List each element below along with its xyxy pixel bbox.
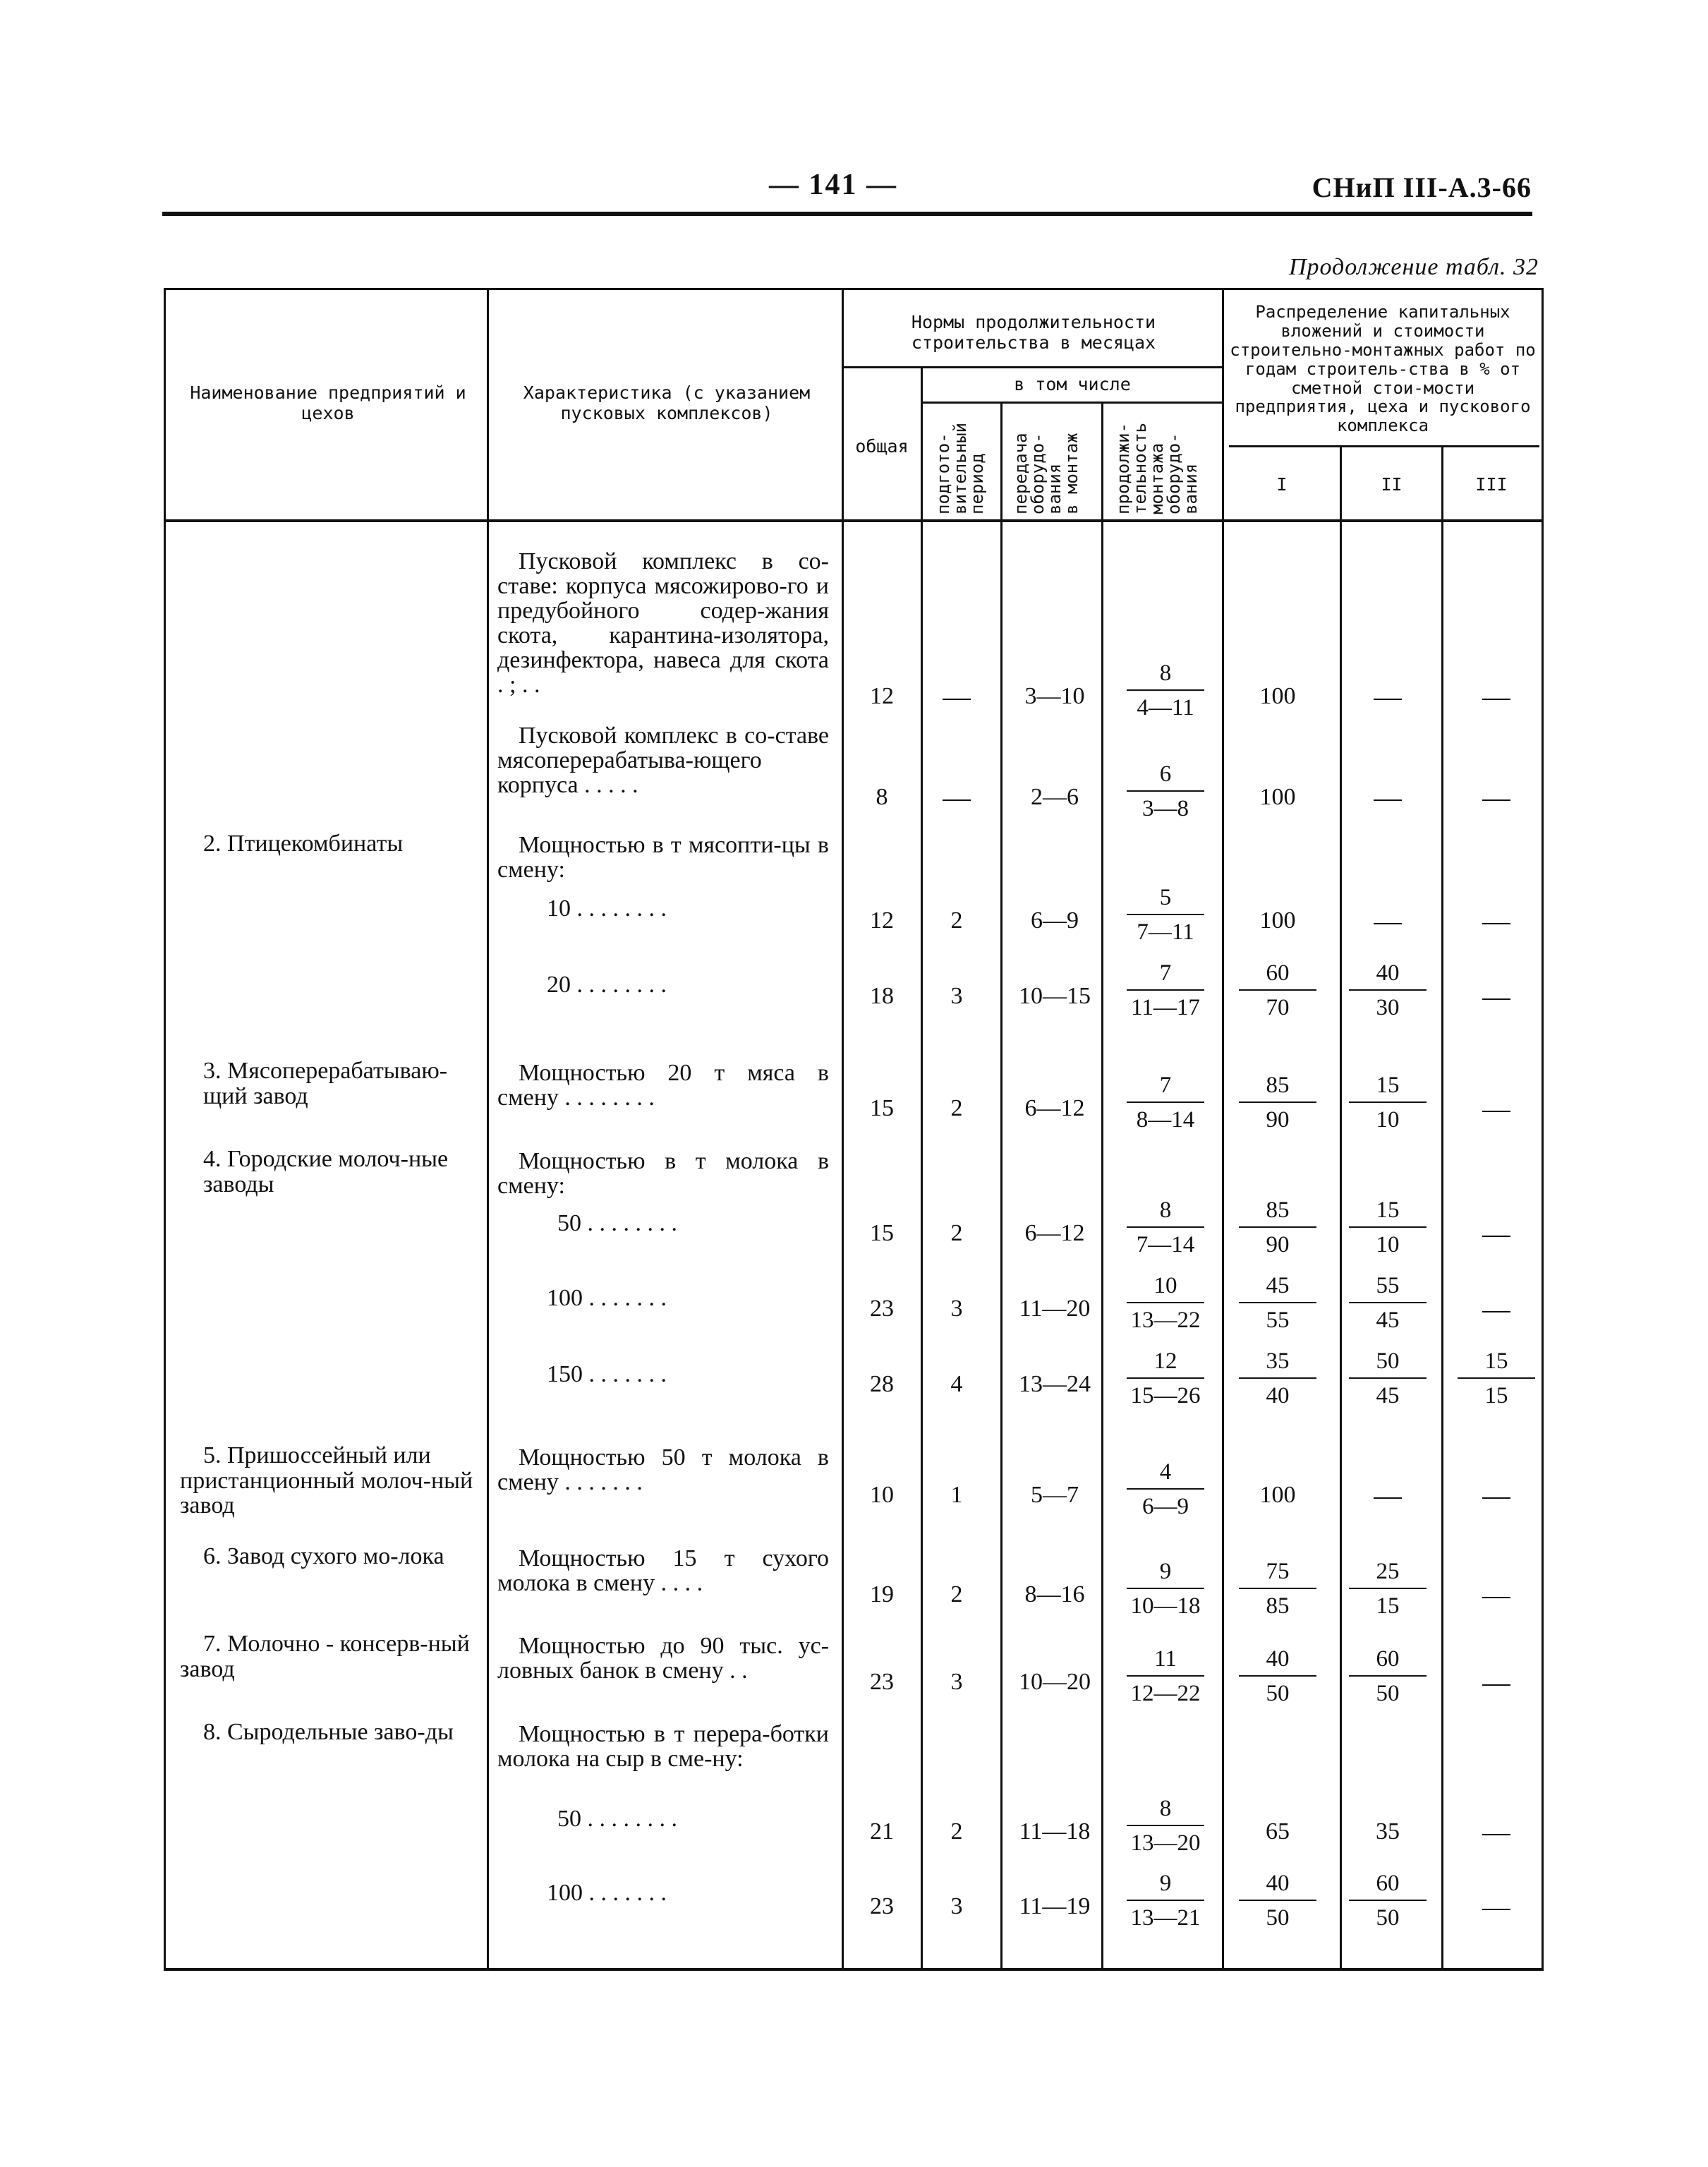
capacity-150: 150 . . . . . . . — [547, 1361, 667, 1387]
installation-duration: $\frac{8}{4—11}$ — [1127, 662, 1204, 720]
prep-period-dash — [943, 799, 971, 801]
table-continuation: Продолжение табл. 32 — [1288, 254, 1539, 280]
prep-period: 2 — [950, 1095, 963, 1121]
header-divider — [842, 366, 1222, 368]
header-including: в том числе — [1014, 374, 1131, 394]
year-2-share: $\frac{50}{45}$ — [1349, 1350, 1427, 1408]
year-1-share: $\frac{85}{90}$ — [1239, 1199, 1316, 1257]
capacity-100: 100 . . . . . . . — [547, 1285, 667, 1311]
installation-duration: $\frac{8}{7—14}$ — [1127, 1199, 1204, 1257]
header-divider — [1229, 445, 1539, 447]
total-months: 10 — [870, 1482, 894, 1508]
installation-duration: $\frac{8}{13—20}$ — [1127, 1797, 1204, 1855]
equipment-transfer: 8—16 — [1024, 1581, 1085, 1607]
col-divider — [1441, 447, 1443, 1968]
characteristic-text: Мощностью в т молока в смену: — [497, 1148, 829, 1199]
characteristic-text: Мощностью в т перера-ботки молока на сыр в сме-ну: — [497, 1721, 829, 1772]
prep-period: 2 — [950, 1581, 963, 1607]
header-bottom-rule — [166, 519, 1542, 522]
total-months: 12 — [870, 683, 894, 709]
equipment-transfer: 5—7 — [1031, 1482, 1079, 1508]
enterprise-name: 5. Пришоссейный или пристанционный молоч-ный завод — [180, 1442, 473, 1519]
year-3-share-dash — [1482, 998, 1510, 1000]
equipment-transfer: 11—19 — [1019, 1893, 1091, 1919]
characteristic-text: Мощностью 15 т сухого молока в смену . . . . — [497, 1545, 829, 1596]
year-3-share-dash — [1482, 1311, 1510, 1312]
total-months: 18 — [870, 983, 894, 1009]
capacity-50: 50 . . . . . . . . — [557, 1210, 677, 1236]
header-prep-period: подгото- вительный период — [933, 422, 987, 514]
total-months: 23 — [870, 1296, 894, 1322]
header-characteristic: Характеристика (с указанием пусковых комплексов) — [523, 382, 811, 423]
characteristic-text: Мощностью в т мясопти-цы в смену: — [497, 832, 829, 883]
header-norms: Нормы продолжительности строительства в месяцах — [911, 312, 1156, 353]
installation-duration: $\frac{6}{3—8}$ — [1127, 763, 1204, 821]
prep-period: 3 — [950, 1296, 963, 1322]
year-3-share-dash — [1482, 799, 1510, 801]
year-3-share-dash — [1482, 1111, 1510, 1112]
installation-duration: $\frac{11}{12—22}$ — [1127, 1648, 1204, 1706]
year-2-share: $\frac{15}{10}$ — [1349, 1074, 1427, 1132]
total-months: 12 — [870, 907, 894, 934]
prep-period: 3 — [950, 1893, 963, 1919]
total-months: 28 — [870, 1371, 894, 1397]
header-distribution: Распределение капитальных вложений и стоимости строительно-монтажных работ по годам строитель-ства в % от сметной стои-мости предприятия, цеха и пускового комплекса — [1230, 302, 1536, 436]
year-1-share: $\frac{60}{70}$ — [1239, 962, 1316, 1020]
equipment-transfer: 6—9 — [1031, 907, 1079, 934]
enterprise-name: 4. Городские молоч-ные заводы — [203, 1146, 449, 1197]
equipment-transfer: 10—15 — [1019, 983, 1091, 1009]
equipment-transfer: 6—12 — [1024, 1095, 1085, 1121]
prep-period: 3 — [950, 1669, 963, 1695]
equipment-transfer: 2—6 — [1031, 784, 1079, 810]
header-year-2: II — [1381, 474, 1403, 495]
characteristic-text: Мощностью до 90 тыс. ус-ловных банок в смену . . — [497, 1633, 829, 1684]
year-3-share-dash — [1482, 1834, 1510, 1835]
year-1-share: $\frac{40}{50}$ — [1239, 1648, 1316, 1706]
year-2-share: $\frac{60}{50}$ — [1349, 1872, 1427, 1930]
year-3-share: $\frac{15}{15}$ — [1458, 1350, 1535, 1408]
installation-duration: $\frac{9}{10—18}$ — [1127, 1560, 1204, 1618]
page-number: — 141 — — [769, 169, 897, 201]
prep-period: 4 — [950, 1371, 963, 1397]
col-divider — [1101, 403, 1103, 1968]
equipment-transfer: 6—12 — [1024, 1220, 1085, 1246]
year-2-share: 35 — [1376, 1818, 1400, 1845]
document-code: СНиП III-А.3-66 — [1312, 171, 1532, 203]
equipment-transfer: 10—20 — [1019, 1669, 1091, 1695]
year-2-share: $\frac{25}{15}$ — [1349, 1560, 1427, 1618]
prep-period-dash — [943, 699, 971, 700]
enterprise-name: 6. Завод сухого мо-лока — [203, 1543, 444, 1569]
header-name: Наименование предприятий и цехов — [190, 382, 466, 423]
installation-duration: $\frac{9}{13—21}$ — [1127, 1872, 1204, 1930]
col-divider — [1340, 447, 1342, 1968]
year-2-share: $\frac{40}{30}$ — [1349, 962, 1427, 1020]
capacity-10: 10 . . . . . . . . — [547, 895, 667, 922]
installation-duration: $\frac{4}{6—9}$ — [1127, 1461, 1204, 1519]
year-1-share: $\frac{45}{55}$ — [1239, 1274, 1316, 1332]
year-3-share-dash — [1482, 923, 1510, 924]
header-year-3: III — [1475, 474, 1508, 495]
total-months: 19 — [870, 1581, 894, 1607]
capacity-50: 50 . . . . . . . . — [557, 1806, 677, 1832]
header-rule — [162, 212, 1532, 216]
year-2-share: $\frac{60}{50}$ — [1349, 1648, 1427, 1706]
total-months: 23 — [870, 1893, 894, 1919]
year-3-share-dash — [1482, 1909, 1510, 1910]
installation-duration: $\frac{5}{7—11}$ — [1127, 886, 1204, 944]
enterprise-name: 8. Сыродельные заво-ды — [203, 1719, 454, 1745]
year-3-share-dash — [1482, 699, 1510, 700]
year-1-share: 100 — [1259, 1482, 1296, 1508]
col-divider — [842, 290, 844, 1968]
equipment-transfer: 3—10 — [1024, 683, 1085, 709]
col-divider — [487, 290, 489, 1968]
year-1-share: 65 — [1266, 1818, 1290, 1845]
year-1-share: 100 — [1259, 784, 1296, 810]
total-months: 15 — [870, 1095, 894, 1121]
equipment-transfer: 11—18 — [1019, 1818, 1091, 1845]
characteristic-text: Пусковой комплекс в со-ставе мясоперерабатыва-ющего корпуса . . . . . — [497, 723, 829, 798]
enterprise-name: 7. Молочно - консерв-ный завод — [180, 1631, 470, 1682]
year-1-share: 100 — [1259, 683, 1296, 709]
year-2-share-dash — [1374, 799, 1402, 801]
year-1-share: 100 — [1259, 907, 1296, 934]
year-2-share-dash — [1374, 699, 1402, 700]
year-3-share-dash — [1482, 1684, 1510, 1686]
header-transfer: передача оборудо- вания в монтаж — [1011, 433, 1082, 514]
year-1-share: $\frac{75}{85}$ — [1239, 1560, 1316, 1618]
total-months: 15 — [870, 1220, 894, 1246]
header-duration: продолжи- тельность монтажа оборудо- вания — [1113, 422, 1201, 514]
total-months: 23 — [870, 1669, 894, 1695]
prep-period: 1 — [950, 1482, 963, 1508]
year-1-share: $\frac{35}{40}$ — [1239, 1350, 1316, 1408]
year-1-share: $\frac{85}{90}$ — [1239, 1074, 1316, 1132]
prep-period: 3 — [950, 983, 963, 1009]
header-year-1: I — [1276, 474, 1288, 495]
header-total: общая — [855, 436, 909, 457]
equipment-transfer: 13—24 — [1019, 1371, 1091, 1397]
year-3-share-dash — [1482, 1236, 1510, 1237]
col-divider — [1222, 290, 1224, 1968]
enterprise-name: 2. Птицекомбинаты — [203, 831, 404, 857]
installation-duration: $\frac{7}{11—17}$ — [1127, 962, 1204, 1020]
characteristic-text: Мощностью 50 т молока в смену . . . . . . . — [497, 1444, 829, 1495]
equipment-transfer: 11—20 — [1019, 1296, 1091, 1322]
total-months: 21 — [870, 1818, 894, 1845]
prep-period: 2 — [950, 1818, 963, 1845]
total-months: 8 — [876, 784, 888, 810]
prep-period: 2 — [950, 1220, 963, 1246]
installation-duration: $\frac{12}{15—26}$ — [1127, 1350, 1204, 1408]
col-divider — [921, 368, 923, 1968]
year-2-share-dash — [1374, 923, 1402, 924]
year-2-share-dash — [1374, 1497, 1402, 1499]
header-divider — [921, 402, 1222, 404]
characteristic-text: Пусковой комплекс в со-ставе: корпуса мясожирово-го и предубойного содер-жания скота, карантина-изолятора, дезинфектора, навеса для скота . ; . . — [497, 548, 829, 698]
year-3-share-dash — [1482, 1597, 1510, 1598]
year-3-share-dash — [1482, 1497, 1510, 1499]
year-2-share: $\frac{15}{10}$ — [1349, 1199, 1427, 1257]
installation-duration: $\frac{7}{8—14}$ — [1127, 1074, 1204, 1132]
installation-duration: $\frac{10}{13—22}$ — [1127, 1274, 1204, 1332]
capacity-100: 100 . . . . . . . — [547, 1880, 667, 1906]
characteristic-text: Мощностью 20 т мяса в смену . . . . . . . . — [497, 1060, 829, 1111]
year-1-share: $\frac{40}{50}$ — [1239, 1872, 1316, 1930]
prep-period: 2 — [950, 907, 963, 934]
enterprise-name: 3. Мясоперерабатываю-щий завод — [203, 1058, 448, 1109]
capacity-20: 20 . . . . . . . . — [547, 972, 667, 998]
year-2-share: $\frac{55}{45}$ — [1349, 1274, 1427, 1332]
col-divider — [1000, 403, 1003, 1968]
